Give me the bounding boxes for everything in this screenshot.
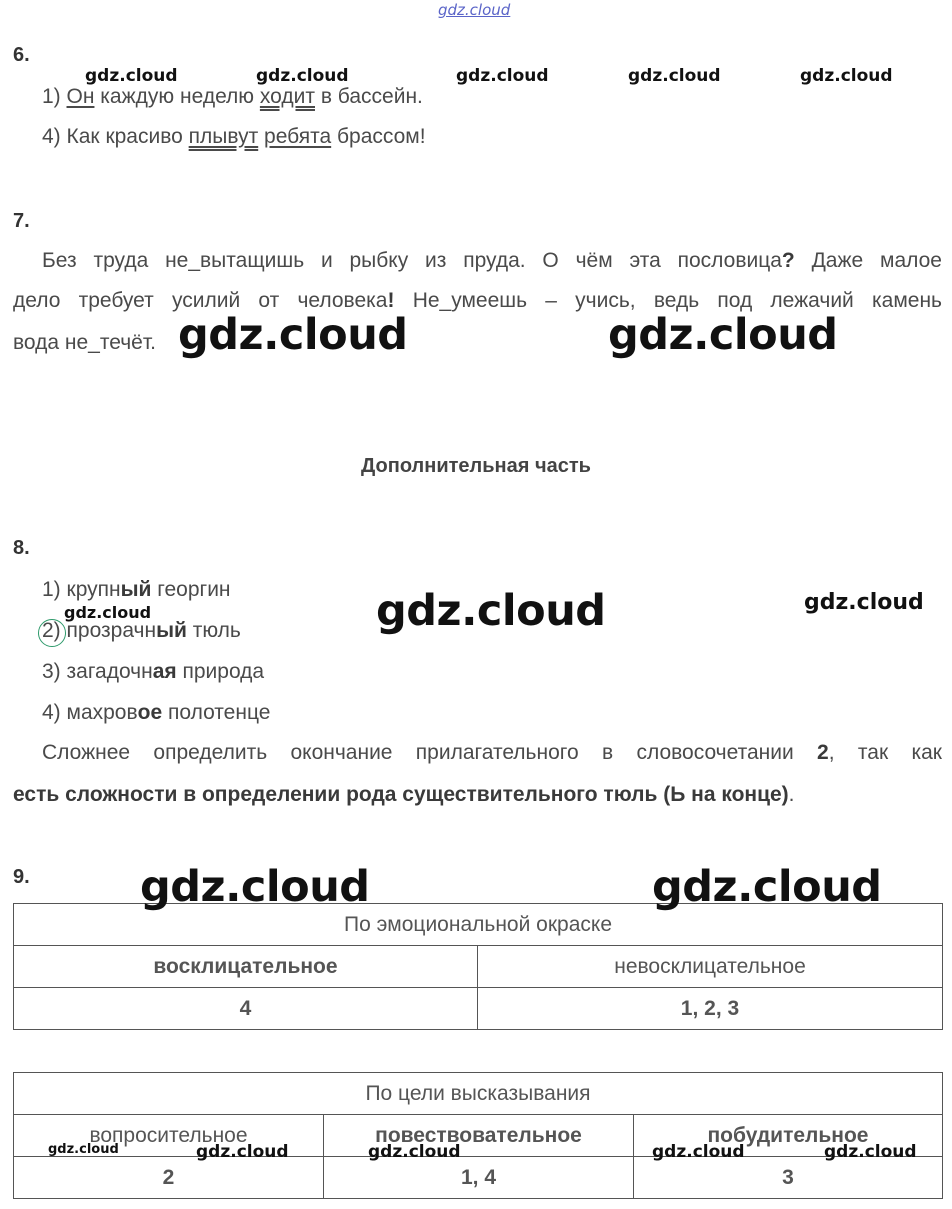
text: георгин [151, 578, 231, 601]
statement-purpose-table [13, 1072, 943, 1199]
text: Сложнее определить окончание прилагательного в словосочетании [42, 741, 818, 764]
watermark: gdz.cloud [256, 66, 349, 86]
watermark: gdz.cloud [608, 310, 838, 360]
table-cell: 1, 2, 3 [478, 988, 943, 1030]
ending: ый [156, 619, 187, 642]
section-heading: Дополнительная часть [361, 455, 591, 477]
task-7-line-3: вода не_течёт. [13, 331, 156, 354]
subject: Он [66, 85, 95, 108]
ending: ый [120, 578, 152, 601]
text: Даже малое [794, 249, 942, 272]
text: Не_умеешь – учись, ведь под лежачий камень [394, 289, 942, 312]
text: 4) [42, 701, 67, 724]
text: загадочн [66, 660, 153, 683]
watermark: gdz.cloud [48, 1142, 119, 1157]
watermark: gdz.cloud [85, 66, 178, 86]
watermark: gdz.cloud [456, 66, 549, 86]
text: брассом! [331, 125, 426, 148]
task-8-item-4 [42, 701, 270, 725]
table-cell: 4 [14, 988, 478, 1030]
text: 4) Как красиво [42, 125, 189, 148]
text: прозрачн [66, 619, 157, 642]
predicate: плывут [188, 125, 259, 148]
table-cell: 2 [14, 1157, 324, 1199]
watermark: gdz.cloud [140, 862, 370, 912]
text: есть сложности в определении рода существительного тюль (Ь на конце) [13, 783, 789, 806]
task-8-item-3 [42, 660, 264, 684]
text: , так как [828, 741, 942, 764]
ending: ая [152, 660, 177, 683]
text: тюль [186, 619, 241, 642]
watermark-top: gdz.cloud [438, 1, 511, 19]
table-header: восклицательное [14, 946, 478, 988]
text: каждую неделю [94, 85, 260, 108]
text: в бассейн. [314, 85, 423, 108]
watermark: gdz.cloud [800, 66, 893, 86]
watermark: gdz.cloud [652, 1142, 745, 1162]
task-8-number: 8. [13, 537, 30, 559]
text: 1) [42, 85, 67, 108]
task-9-number: 9. [13, 866, 30, 888]
text: . [788, 783, 795, 806]
task-6-number: 6. [13, 44, 30, 66]
text: крупн [66, 578, 121, 601]
text: 2) [42, 619, 67, 642]
table-cell: 1, 4 [324, 1157, 634, 1199]
watermark: gdz.cloud [652, 862, 882, 912]
text: дело требует усилий от человека [13, 289, 388, 312]
table-cell: 3 [634, 1157, 943, 1199]
watermark: gdz.cloud [376, 586, 606, 636]
task-8-conclusion-line-1 [42, 733, 942, 773]
watermark: gdz.cloud [628, 66, 721, 86]
text: полотенце [162, 701, 271, 724]
subject: ребята [264, 125, 332, 148]
text: природа [176, 660, 265, 683]
number: 2 [817, 741, 829, 764]
exclamation-mark: ! [387, 289, 395, 312]
watermark: gdz.cloud [64, 603, 152, 622]
table-header: побудительное [634, 1115, 943, 1157]
question-mark: ? [781, 249, 795, 272]
task-8-conclusion-line-2 [13, 783, 795, 807]
table-header: вопросительное [14, 1115, 324, 1157]
table-title: По цели высказывания [14, 1073, 943, 1115]
task-6-line-2 [42, 125, 426, 149]
text: 1) [42, 578, 67, 601]
watermark: gdz.cloud [804, 590, 924, 615]
predicate: ходит [259, 85, 315, 108]
watermark: gdz.cloud [178, 310, 408, 360]
task-7-number: 7. [13, 210, 30, 232]
table-header: невосклицательное [478, 946, 943, 988]
text: 3) [42, 660, 67, 683]
task-6-line-1 [42, 85, 423, 109]
text: Без труда не_вытащишь и рыбку из пруда. О чём эта пословица [42, 249, 782, 272]
table-title: По эмоциональной окраске [14, 904, 943, 946]
watermark: gdz.cloud [824, 1142, 917, 1162]
emotional-coloring-table [13, 903, 943, 1030]
task-7-line-1 [42, 241, 942, 281]
text: махров [66, 701, 138, 724]
watermark: gdz.cloud [196, 1142, 289, 1162]
task-8-item-1 [42, 578, 231, 602]
watermark: gdz.cloud [368, 1142, 461, 1162]
ending: ое [137, 701, 163, 724]
table-header: повествовательное [324, 1115, 634, 1157]
task-8-item-2 [42, 619, 241, 643]
